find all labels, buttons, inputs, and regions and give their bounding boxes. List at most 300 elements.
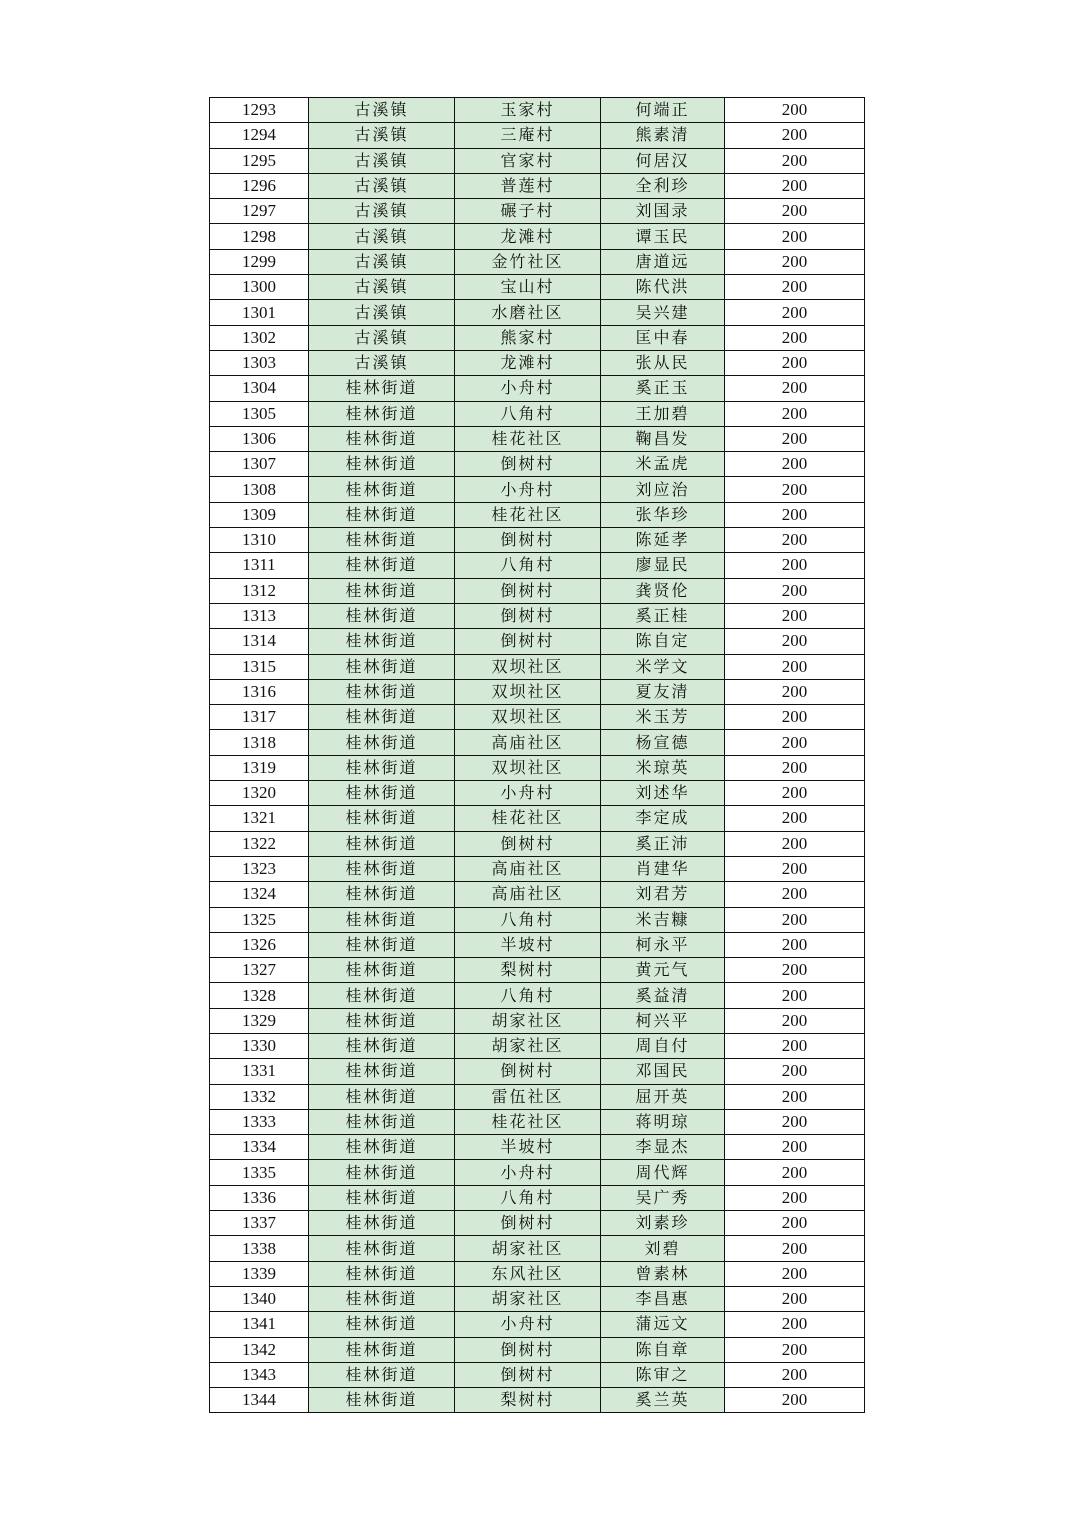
row-number-cell: 1312	[210, 578, 309, 603]
village-cell: 倒树村	[455, 1211, 601, 1236]
person-name-cell: 吴兴建	[601, 300, 725, 325]
person-name-cell: 奚正玉	[601, 376, 725, 401]
person-name-cell: 米吉糠	[601, 907, 725, 932]
amount-cell: 200	[725, 629, 865, 654]
amount-cell: 200	[725, 477, 865, 502]
row-number-cell: 1344	[210, 1388, 309, 1413]
village-cell: 倒树村	[455, 1337, 601, 1362]
amount-cell: 200	[725, 401, 865, 426]
person-name-cell: 李定成	[601, 806, 725, 831]
amount-cell: 200	[725, 350, 865, 375]
town-cell: 桂林街道	[309, 1261, 455, 1286]
person-name-cell: 奚益清	[601, 983, 725, 1008]
village-cell: 雷伍社区	[455, 1084, 601, 1109]
town-cell: 桂林街道	[309, 629, 455, 654]
town-cell: 桂林街道	[309, 806, 455, 831]
row-number-cell: 1315	[210, 654, 309, 679]
town-cell: 桂林街道	[309, 1286, 455, 1311]
town-cell: 桂林街道	[309, 578, 455, 603]
table-row	[210, 426, 865, 451]
village-cell: 水磨社区	[455, 300, 601, 325]
person-name-cell: 刘述华	[601, 781, 725, 806]
village-cell: 小舟村	[455, 781, 601, 806]
village-cell: 八角村	[455, 401, 601, 426]
town-cell: 古溪镇	[309, 325, 455, 350]
table-row	[210, 755, 865, 780]
town-cell: 桂林街道	[309, 1135, 455, 1160]
row-number-cell: 1307	[210, 452, 309, 477]
table-row	[210, 730, 865, 755]
town-cell: 桂林街道	[309, 477, 455, 502]
table-row	[210, 1362, 865, 1387]
table-row	[210, 249, 865, 274]
town-cell: 古溪镇	[309, 123, 455, 148]
town-cell: 桂林街道	[309, 679, 455, 704]
row-number-cell: 1322	[210, 831, 309, 856]
person-name-cell: 柯永平	[601, 932, 725, 957]
person-name-cell: 廖显民	[601, 553, 725, 578]
town-cell: 古溪镇	[309, 173, 455, 198]
person-name-cell: 鞠昌发	[601, 426, 725, 451]
town-cell: 桂林街道	[309, 1362, 455, 1387]
row-number-cell: 1298	[210, 224, 309, 249]
table-row	[210, 452, 865, 477]
row-number-cell: 1318	[210, 730, 309, 755]
amount-cell: 200	[725, 654, 865, 679]
village-cell: 半坡村	[455, 932, 601, 957]
village-cell: 桂花社区	[455, 426, 601, 451]
row-number-cell: 1301	[210, 300, 309, 325]
village-cell: 八角村	[455, 907, 601, 932]
table-row	[210, 325, 865, 350]
village-cell: 倒树村	[455, 1059, 601, 1084]
row-number-cell: 1330	[210, 1033, 309, 1058]
village-cell: 高庙社区	[455, 882, 601, 907]
amount-cell: 200	[725, 426, 865, 451]
person-name-cell: 陈自定	[601, 629, 725, 654]
amount-cell: 200	[725, 831, 865, 856]
row-number-cell: 1328	[210, 983, 309, 1008]
town-cell: 桂林街道	[309, 730, 455, 755]
person-name-cell: 唐道远	[601, 249, 725, 274]
amount-cell: 200	[725, 1362, 865, 1387]
amount-cell: 200	[725, 1135, 865, 1160]
town-cell: 桂林街道	[309, 1008, 455, 1033]
person-name-cell: 奚兰英	[601, 1388, 725, 1413]
row-number-cell: 1335	[210, 1160, 309, 1185]
village-cell: 普莲村	[455, 173, 601, 198]
town-cell: 桂林街道	[309, 376, 455, 401]
amount-cell: 200	[725, 1312, 865, 1337]
row-number-cell: 1317	[210, 705, 309, 730]
amount-cell: 200	[725, 553, 865, 578]
village-cell: 官家村	[455, 148, 601, 173]
town-cell: 桂林街道	[309, 1337, 455, 1362]
table-row	[210, 1109, 865, 1134]
row-number-cell: 1324	[210, 882, 309, 907]
person-name-cell: 刘应治	[601, 477, 725, 502]
row-number-cell: 1308	[210, 477, 309, 502]
amount-cell: 200	[725, 603, 865, 628]
person-name-cell: 李昌惠	[601, 1286, 725, 1311]
table-row	[210, 629, 865, 654]
amount-cell: 200	[725, 806, 865, 831]
table-row	[210, 1185, 865, 1210]
table-row	[210, 350, 865, 375]
village-cell: 胡家社区	[455, 1033, 601, 1058]
person-name-cell: 蒋明琼	[601, 1109, 725, 1134]
amount-cell: 200	[725, 983, 865, 1008]
amount-cell: 200	[725, 679, 865, 704]
table-row	[210, 932, 865, 957]
town-cell: 桂林街道	[309, 528, 455, 553]
amount-cell: 200	[725, 1286, 865, 1311]
row-number-cell: 1325	[210, 907, 309, 932]
table-row	[210, 553, 865, 578]
town-cell: 桂林街道	[309, 1312, 455, 1337]
village-cell: 小舟村	[455, 477, 601, 502]
amount-cell: 200	[725, 1160, 865, 1185]
person-name-cell: 王加碧	[601, 401, 725, 426]
amount-cell: 200	[725, 781, 865, 806]
person-name-cell: 周自付	[601, 1033, 725, 1058]
town-cell: 桂林街道	[309, 1160, 455, 1185]
person-name-cell: 夏友清	[601, 679, 725, 704]
village-cell: 胡家社区	[455, 1008, 601, 1033]
person-name-cell: 龚贤伦	[601, 578, 725, 603]
town-cell: 古溪镇	[309, 224, 455, 249]
amount-cell: 200	[725, 705, 865, 730]
row-number-cell: 1323	[210, 856, 309, 881]
person-name-cell: 陈延孝	[601, 528, 725, 553]
person-name-cell: 肖建华	[601, 856, 725, 881]
village-cell: 倒树村	[455, 831, 601, 856]
person-name-cell: 周代辉	[601, 1160, 725, 1185]
row-number-cell: 1321	[210, 806, 309, 831]
person-name-cell: 米玉芳	[601, 705, 725, 730]
table-row	[210, 148, 865, 173]
table-row	[210, 98, 865, 123]
town-cell: 桂林街道	[309, 856, 455, 881]
table-row	[210, 1033, 865, 1058]
village-cell: 八角村	[455, 1185, 601, 1210]
person-name-cell: 柯兴平	[601, 1008, 725, 1033]
row-number-cell: 1306	[210, 426, 309, 451]
table-row	[210, 679, 865, 704]
town-cell: 古溪镇	[309, 275, 455, 300]
roster-table	[209, 97, 865, 1413]
row-number-cell: 1305	[210, 401, 309, 426]
row-number-cell: 1299	[210, 249, 309, 274]
town-cell: 桂林街道	[309, 1185, 455, 1210]
person-name-cell: 陈代洪	[601, 275, 725, 300]
table-row	[210, 1160, 865, 1185]
table-row	[210, 983, 865, 1008]
amount-cell: 200	[725, 907, 865, 932]
village-cell: 八角村	[455, 553, 601, 578]
town-cell: 桂林街道	[309, 1033, 455, 1058]
table-row	[210, 603, 865, 628]
amount-cell: 200	[725, 325, 865, 350]
row-number-cell: 1302	[210, 325, 309, 350]
village-cell: 金竹社区	[455, 249, 601, 274]
table-row	[210, 831, 865, 856]
village-cell: 东风社区	[455, 1261, 601, 1286]
table-row	[210, 224, 865, 249]
table-row	[210, 1388, 865, 1413]
table-row	[210, 300, 865, 325]
village-cell: 双坝社区	[455, 755, 601, 780]
person-name-cell: 吴广秀	[601, 1185, 725, 1210]
amount-cell: 200	[725, 98, 865, 123]
person-name-cell: 米学文	[601, 654, 725, 679]
person-name-cell: 刘国录	[601, 199, 725, 224]
amount-cell: 200	[725, 528, 865, 553]
town-cell: 桂林街道	[309, 958, 455, 983]
person-name-cell: 奚正桂	[601, 603, 725, 628]
town-cell: 桂林街道	[309, 603, 455, 628]
person-name-cell: 刘君芳	[601, 882, 725, 907]
amount-cell: 200	[725, 932, 865, 957]
table-row	[210, 705, 865, 730]
row-number-cell: 1327	[210, 958, 309, 983]
village-cell: 三庵村	[455, 123, 601, 148]
amount-cell: 200	[725, 148, 865, 173]
town-cell: 古溪镇	[309, 199, 455, 224]
town-cell: 桂林街道	[309, 1059, 455, 1084]
amount-cell: 200	[725, 300, 865, 325]
table-row	[210, 275, 865, 300]
person-name-cell: 米琼英	[601, 755, 725, 780]
table-row	[210, 401, 865, 426]
village-cell: 桂花社区	[455, 502, 601, 527]
amount-cell: 200	[725, 173, 865, 198]
person-name-cell: 米孟虎	[601, 452, 725, 477]
table-row	[210, 1286, 865, 1311]
town-cell: 桂林街道	[309, 781, 455, 806]
amount-cell: 200	[725, 1084, 865, 1109]
village-cell: 倒树村	[455, 629, 601, 654]
village-cell: 胡家社区	[455, 1286, 601, 1311]
table-row	[210, 856, 865, 881]
amount-cell: 200	[725, 1008, 865, 1033]
table-row	[210, 654, 865, 679]
village-cell: 双坝社区	[455, 654, 601, 679]
village-cell: 龙滩村	[455, 350, 601, 375]
town-cell: 桂林街道	[309, 1084, 455, 1109]
row-number-cell: 1342	[210, 1337, 309, 1362]
roster-table-body	[210, 98, 865, 1413]
row-number-cell: 1319	[210, 755, 309, 780]
person-name-cell: 张华珍	[601, 502, 725, 527]
town-cell: 桂林街道	[309, 654, 455, 679]
person-name-cell: 奚正沛	[601, 831, 725, 856]
amount-cell: 200	[725, 882, 865, 907]
amount-cell: 200	[725, 856, 865, 881]
town-cell: 桂林街道	[309, 755, 455, 780]
town-cell: 桂林街道	[309, 502, 455, 527]
row-number-cell: 1337	[210, 1211, 309, 1236]
village-cell: 双坝社区	[455, 679, 601, 704]
row-number-cell: 1295	[210, 148, 309, 173]
amount-cell: 200	[725, 502, 865, 527]
town-cell: 桂林街道	[309, 401, 455, 426]
table-row	[210, 1236, 865, 1261]
row-number-cell: 1332	[210, 1084, 309, 1109]
village-cell: 高庙社区	[455, 856, 601, 881]
row-number-cell: 1320	[210, 781, 309, 806]
row-number-cell: 1293	[210, 98, 309, 123]
village-cell: 胡家社区	[455, 1236, 601, 1261]
village-cell: 碾子村	[455, 199, 601, 224]
row-number-cell: 1311	[210, 553, 309, 578]
person-name-cell: 陈审之	[601, 1362, 725, 1387]
amount-cell: 200	[725, 1211, 865, 1236]
table-row	[210, 477, 865, 502]
town-cell: 桂林街道	[309, 831, 455, 856]
village-cell: 小舟村	[455, 376, 601, 401]
town-cell: 桂林街道	[309, 1211, 455, 1236]
town-cell: 古溪镇	[309, 249, 455, 274]
village-cell: 八角村	[455, 983, 601, 1008]
person-name-cell: 何居汉	[601, 148, 725, 173]
person-name-cell: 谭玉民	[601, 224, 725, 249]
amount-cell: 200	[725, 578, 865, 603]
town-cell: 桂林街道	[309, 426, 455, 451]
amount-cell: 200	[725, 1337, 865, 1362]
row-number-cell: 1313	[210, 603, 309, 628]
village-cell: 半坡村	[455, 1135, 601, 1160]
row-number-cell: 1316	[210, 679, 309, 704]
table-row	[210, 1312, 865, 1337]
table-row	[210, 958, 865, 983]
row-number-cell: 1334	[210, 1135, 309, 1160]
table-row	[210, 1135, 865, 1160]
table-row	[210, 1337, 865, 1362]
amount-cell: 200	[725, 249, 865, 274]
table-row	[210, 882, 865, 907]
person-name-cell: 全利珍	[601, 173, 725, 198]
row-number-cell: 1300	[210, 275, 309, 300]
amount-cell: 200	[725, 1109, 865, 1134]
row-number-cell: 1339	[210, 1261, 309, 1286]
row-number-cell: 1314	[210, 629, 309, 654]
person-name-cell: 何端正	[601, 98, 725, 123]
village-cell: 梨树村	[455, 1388, 601, 1413]
village-cell: 熊家村	[455, 325, 601, 350]
village-cell: 倒树村	[455, 1362, 601, 1387]
table-row	[210, 1008, 865, 1033]
amount-cell: 200	[725, 1033, 865, 1058]
person-name-cell: 熊素清	[601, 123, 725, 148]
town-cell: 桂林街道	[309, 907, 455, 932]
person-name-cell: 曾素林	[601, 1261, 725, 1286]
row-number-cell: 1304	[210, 376, 309, 401]
row-number-cell: 1294	[210, 123, 309, 148]
village-cell: 倒树村	[455, 603, 601, 628]
village-cell: 倒树村	[455, 452, 601, 477]
person-name-cell: 张从民	[601, 350, 725, 375]
village-cell: 小舟村	[455, 1312, 601, 1337]
amount-cell: 200	[725, 1059, 865, 1084]
table-row	[210, 173, 865, 198]
table-row	[210, 502, 865, 527]
town-cell: 古溪镇	[309, 148, 455, 173]
person-name-cell: 杨宣德	[601, 730, 725, 755]
village-cell: 双坝社区	[455, 705, 601, 730]
person-name-cell: 邓国民	[601, 1059, 725, 1084]
town-cell: 桂林街道	[309, 705, 455, 730]
village-cell: 小舟村	[455, 1160, 601, 1185]
amount-cell: 200	[725, 199, 865, 224]
town-cell: 桂林街道	[309, 983, 455, 1008]
town-cell: 古溪镇	[309, 350, 455, 375]
amount-cell: 200	[725, 1261, 865, 1286]
table-row	[210, 578, 865, 603]
village-cell: 倒树村	[455, 528, 601, 553]
table-row	[210, 806, 865, 831]
amount-cell: 200	[725, 730, 865, 755]
person-name-cell: 蒲远文	[601, 1312, 725, 1337]
town-cell: 桂林街道	[309, 452, 455, 477]
amount-cell: 200	[725, 376, 865, 401]
amount-cell: 200	[725, 958, 865, 983]
amount-cell: 200	[725, 275, 865, 300]
amount-cell: 200	[725, 123, 865, 148]
person-name-cell: 匡中春	[601, 325, 725, 350]
table-row	[210, 1059, 865, 1084]
town-cell: 古溪镇	[309, 98, 455, 123]
village-cell: 桂花社区	[455, 1109, 601, 1134]
village-cell: 玉家村	[455, 98, 601, 123]
amount-cell: 200	[725, 1388, 865, 1413]
table-row	[210, 528, 865, 553]
person-name-cell: 李显杰	[601, 1135, 725, 1160]
amount-cell: 200	[725, 1236, 865, 1261]
town-cell: 桂林街道	[309, 553, 455, 578]
town-cell: 桂林街道	[309, 1388, 455, 1413]
town-cell: 桂林街道	[309, 882, 455, 907]
row-number-cell: 1326	[210, 932, 309, 957]
table-row	[210, 376, 865, 401]
table-row	[210, 199, 865, 224]
table-row	[210, 781, 865, 806]
table-row	[210, 1084, 865, 1109]
person-name-cell: 刘碧	[601, 1236, 725, 1261]
amount-cell: 200	[725, 452, 865, 477]
row-number-cell: 1333	[210, 1109, 309, 1134]
town-cell: 桂林街道	[309, 932, 455, 957]
village-cell: 龙滩村	[455, 224, 601, 249]
row-number-cell: 1336	[210, 1185, 309, 1210]
town-cell: 古溪镇	[309, 300, 455, 325]
row-number-cell: 1303	[210, 350, 309, 375]
row-number-cell: 1329	[210, 1008, 309, 1033]
table-row	[210, 907, 865, 932]
row-number-cell: 1341	[210, 1312, 309, 1337]
person-name-cell: 屈开英	[601, 1084, 725, 1109]
town-cell: 桂林街道	[309, 1236, 455, 1261]
village-cell: 桂花社区	[455, 806, 601, 831]
row-number-cell: 1331	[210, 1059, 309, 1084]
amount-cell: 200	[725, 1185, 865, 1210]
table-row	[210, 1211, 865, 1236]
row-number-cell: 1309	[210, 502, 309, 527]
person-name-cell: 刘素珍	[601, 1211, 725, 1236]
row-number-cell: 1343	[210, 1362, 309, 1387]
row-number-cell: 1297	[210, 199, 309, 224]
row-number-cell: 1338	[210, 1236, 309, 1261]
